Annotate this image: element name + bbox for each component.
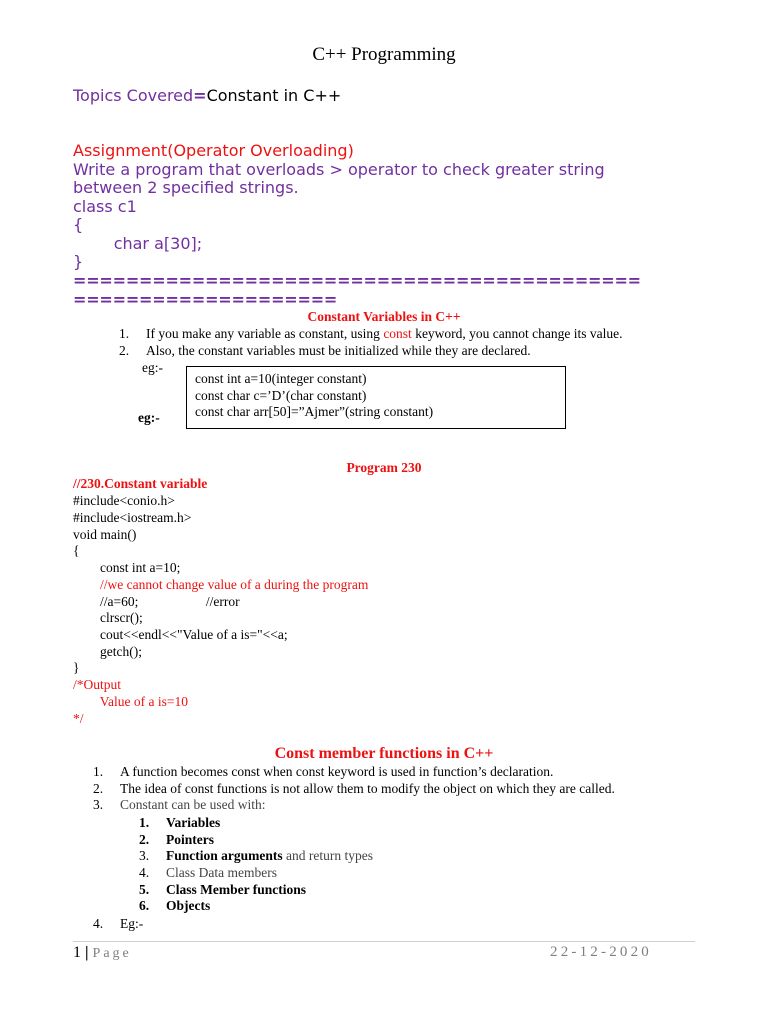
footer-date: 22-12-2020 <box>550 944 652 960</box>
list-number: 2. <box>139 831 150 847</box>
sublist-text: Class Data members <box>166 865 277 881</box>
sublist-text: and return types <box>282 848 373 864</box>
footer-rule <box>73 941 695 942</box>
list-number: 4. <box>139 865 150 881</box>
code-line: #include<conio.h> <box>73 493 175 508</box>
output-comment: /*Output <box>73 677 122 692</box>
sublist-bold-text: Pointers <box>166 831 214 847</box>
program-title-comment: //230.Constant variable <box>73 476 208 491</box>
code-line: clrscr(); <box>73 610 143 625</box>
assignment-line: between 2 specified strings. <box>73 178 299 197</box>
list-text: Also, the constant variables must be initialized while they are declared. <box>146 342 531 358</box>
assignment-line: Write a program that overloads > operator to check greater string <box>73 160 605 179</box>
const-keyword: const <box>383 326 412 341</box>
list-number: 3. <box>93 797 104 813</box>
output-comment: */ <box>73 711 84 726</box>
list-item <box>93 916 144 933</box>
list-text: keyword, you cannot change its value. <box>411 326 623 341</box>
example-line: const int a=10(integer constant) <box>195 371 367 386</box>
example-box <box>186 366 566 429</box>
topics-line <box>73 86 341 105</box>
const-usage-sublist <box>139 815 373 915</box>
page-label: Page <box>92 946 132 961</box>
code-line: { <box>73 543 80 558</box>
program-heading: Program 230 <box>346 460 422 475</box>
section-heading: Const member functions in C++ <box>274 745 494 762</box>
list-number: 6. <box>139 898 150 914</box>
list-number: 1. <box>119 326 130 341</box>
page-number: 1 <box>73 944 81 961</box>
code-line: void main() <box>73 527 137 542</box>
list-number: 1. <box>93 764 104 779</box>
sublist-item <box>139 831 373 849</box>
list-item <box>93 797 615 814</box>
list-number: 4. <box>93 916 104 931</box>
footer-bar: | <box>81 944 93 961</box>
sublist-item <box>139 881 373 899</box>
assignment-line: class c1 <box>73 197 137 216</box>
sublist-bold-text: Variables <box>166 815 221 830</box>
page-title: C++ Programming <box>312 44 456 65</box>
code-line: cout<<endl<<"Value of a is="<<a; <box>73 627 288 642</box>
eg-label: eg:- <box>138 410 160 425</box>
constant-variables-list <box>119 326 623 359</box>
list-text: Constant can be used with: <box>120 797 266 813</box>
output-value: Value of a is=10 <box>73 694 188 709</box>
separator-line: ==================== <box>73 290 338 309</box>
assignment-line: } <box>73 252 84 271</box>
topics-label: Topics Covered <box>73 86 194 105</box>
assignment-heading: Assignment(Operator Overloading) <box>73 141 354 160</box>
sublist-bold-text: Objects <box>166 898 211 914</box>
sublist-bold-text: Class Member functions <box>166 881 306 897</box>
topics-separator: = <box>193 86 207 105</box>
assignment-line: { <box>73 215 84 234</box>
example-line: const char c=’D’(char constant) <box>195 387 367 403</box>
sublist-item <box>139 815 373 832</box>
sublist-item <box>139 848 373 865</box>
list-number: 5. <box>139 881 150 897</box>
list-text: A function becomes const when const keyword is used in function’s declaration. <box>120 764 554 779</box>
sublist-bold-text: Function arguments <box>166 848 283 864</box>
list-number: 3. <box>139 848 150 864</box>
separator-line: =========================================== <box>73 271 641 290</box>
list-number: 1. <box>139 815 150 830</box>
list-number: 2. <box>119 342 130 358</box>
section-heading: Constant Variables in C++ <box>307 309 461 324</box>
code-line: #include<iostream.h> <box>73 510 192 525</box>
list-number: 2. <box>93 780 104 796</box>
list-text: Eg:- <box>120 916 144 931</box>
sublist-item <box>139 865 373 882</box>
code-line: } <box>73 660 80 675</box>
code-line: const int a=10; <box>73 560 181 575</box>
assignment-line: char a[30]; <box>73 234 203 253</box>
code-comment: //we cannot change value of a during the program <box>73 577 369 592</box>
list-item <box>119 342 623 360</box>
sublist-item <box>139 898 373 915</box>
eg-label: eg:- <box>142 360 163 375</box>
const-member-list-continued <box>93 916 144 933</box>
const-member-list <box>93 764 615 814</box>
list-item <box>93 780 615 798</box>
list-text: If you make any variable as constant, using <box>146 326 384 341</box>
list-text: The idea of const functions is not allow them to modify the object on which they are called. <box>120 780 615 796</box>
page-footer <box>73 944 132 962</box>
code-line: //a=60; //error <box>73 594 240 609</box>
list-item <box>93 764 615 781</box>
example-line: const char arr[50]=”Ajmer”(string constant) <box>195 404 434 420</box>
code-line: getch(); <box>73 644 142 659</box>
list-item <box>119 326 623 343</box>
topics-value: Constant in C++ <box>206 86 342 105</box>
